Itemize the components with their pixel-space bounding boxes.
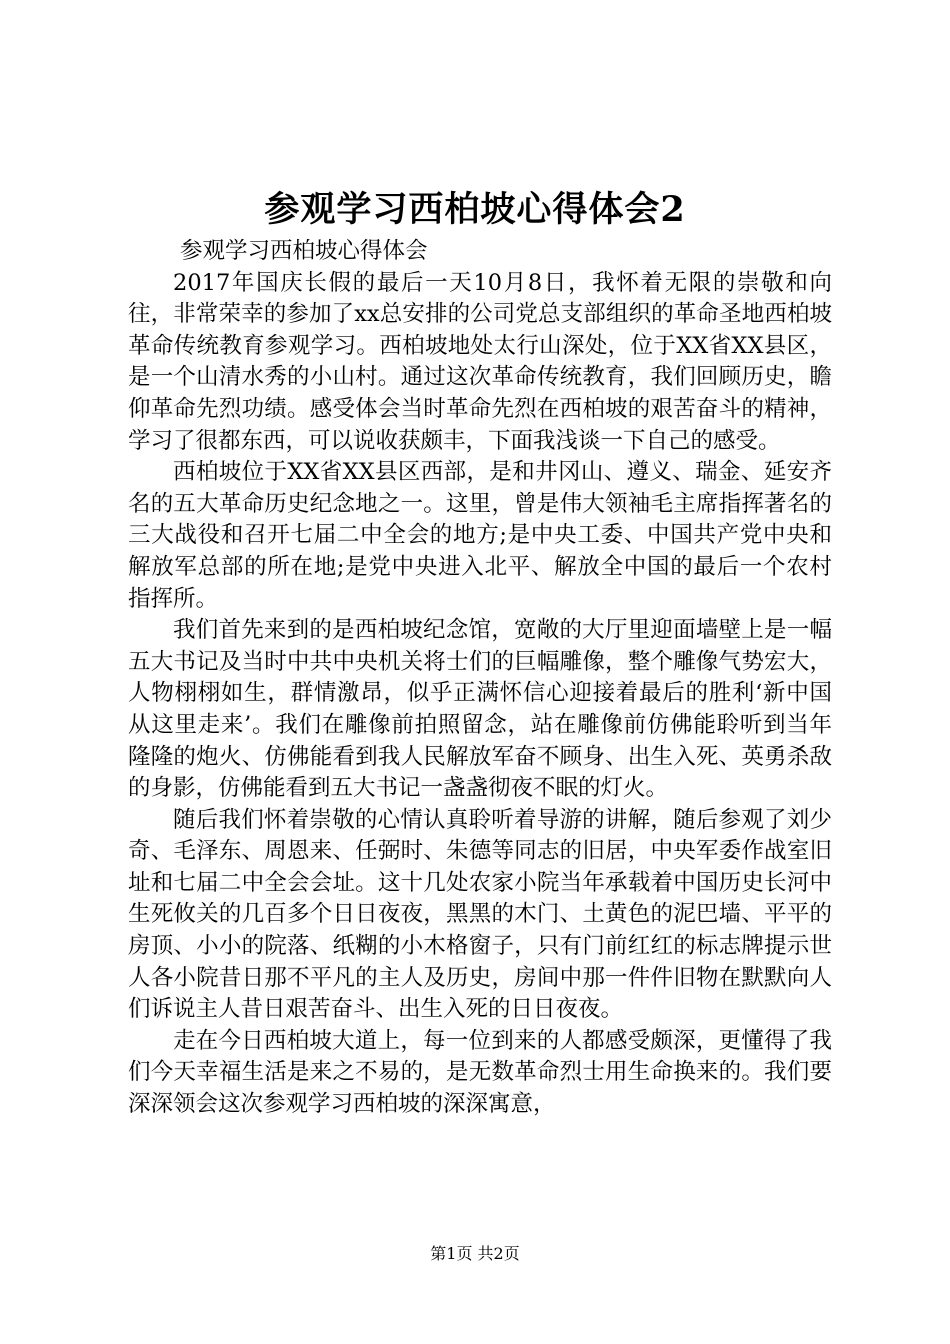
paragraph-2: 西柏坡位于XX省XX县区西部，是和井冈山、遵义、瑞金、延安齐名的五大革命历史纪念地之一。这里，曾是伟大领袖毛主席指挥著名的三大战役和召开七届二中全会的地方;是中央工委、中国共产党中央和解放军总部的所在地;是党中央进入北平、解放全中国的最后一个农村指挥所。 xyxy=(128,459,832,612)
document-subtitle: 参观学习西柏坡心得体会 xyxy=(180,238,428,264)
document-body xyxy=(128,236,832,1121)
paragraph-3: 我们首先来到的是西柏坡纪念馆，宽敞的大厅里迎面墙壁上是一幅五大书记及当时中共中央机关将士们的巨幅雕像，整个雕像气势宏大，人物栩栩如生，群情激昂，似乎正满怀信心迎接着最后的胜利‘新中国从这里走来’。我们在雕像前拍照留念，站在雕像前仿佛能聆听到当年隆隆的炮火、仿佛能看到我人民解放军奋不顾身、出生入死、英勇杀敌的身影，仿佛能看到五大书记一盏盏彻夜不眠的灯火。 xyxy=(128,617,832,802)
document-title: 参观学习西柏坡心得体会2 xyxy=(264,189,686,230)
paragraph-1: 2017年国庆长假的最后一天10月8日，我怀着无限的崇敬和向往，非常荣幸的参加了xx总安排的公司党总支部组织的革命圣地西柏坡革命传统教育参观学习。西柏坡地处太行山深处，位于XX省XX县区，是一个山清水秀的小山村。通过这次革命传统教育，我们回顾历史，瞻仰革命先烈功绩。感受体会当时革命先烈在西柏坡的艰苦奋斗的精神，学习了很都东西，可以说收获颇丰，下面我浅谈一下自己的感受。 xyxy=(128,269,832,454)
paragraph-5: 走在今日西柏坡大道上，每一位到来的人都感受颇深，更懂得了我们今天幸福生活是来之不易的，是无数革命烈士用生命换来的。我们要深深领会这次参观学习西柏坡的深深寓意， xyxy=(128,1027,832,1118)
paragraph-4: 随后我们怀着崇敬的心情认真聆听着导游的讲解，随后参观了刘少奇、毛泽东、周恩来、任弼时、朱德等同志的旧居，中央军委作战室旧址和七届二中全会会址。这十几处农家小院当年承载着中国历史长河中生死攸关的几百多个日日夜夜，黑黑的木门、土黄色的泥巴墙、平平的房顶、小小的院落、纸糊的小木格窗子，只有门前红红的标志牌提示世人各小院昔日那不平凡的主人及历史，房间中那一件件旧物在默默向人们诉说主人昔日艰苦奋斗、出生入死的日日夜夜。 xyxy=(128,806,832,1023)
page-number-footer: 第1页 共2页 xyxy=(430,1244,520,1263)
